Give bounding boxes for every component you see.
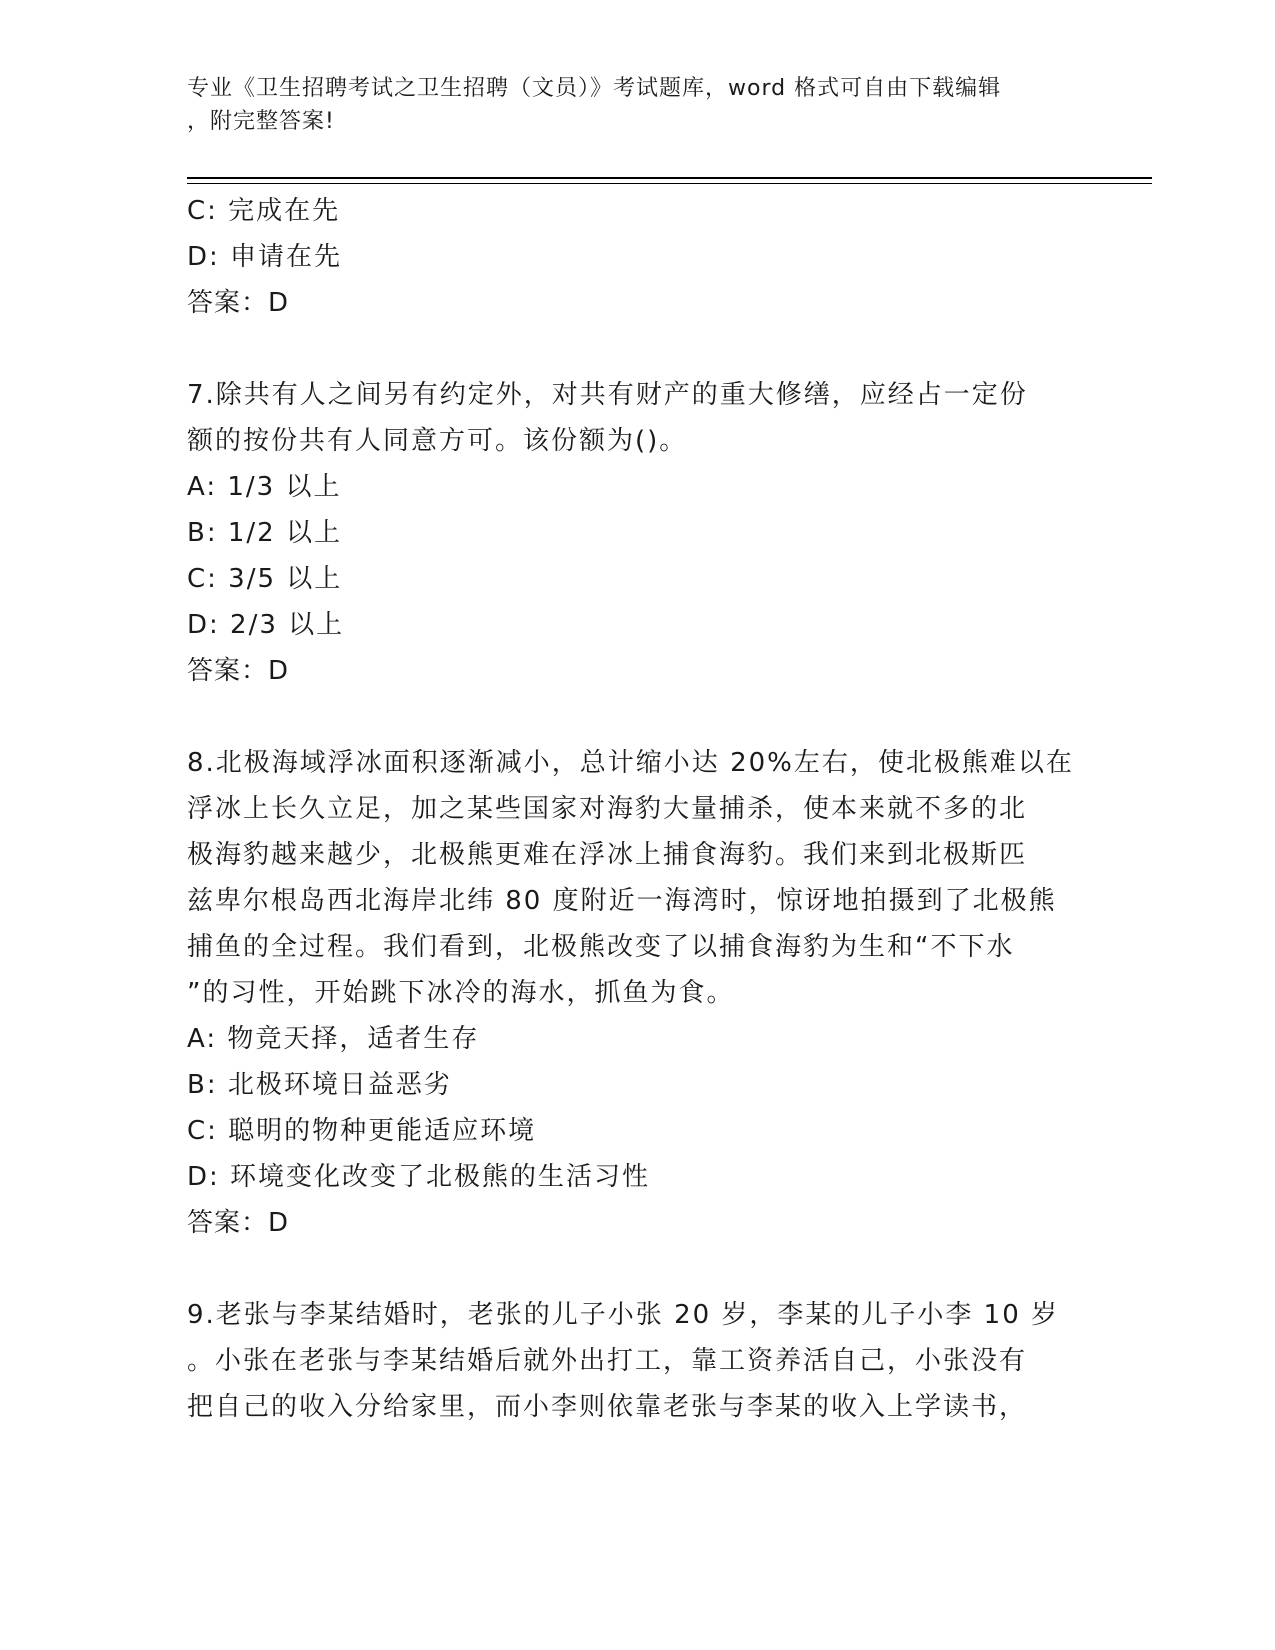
question-stem-line: 额的按份共有人同意方可。该份额为()。 bbox=[187, 426, 688, 456]
answer-line: 答案：D bbox=[187, 656, 290, 686]
header-divider-thick bbox=[187, 177, 1152, 179]
header-title-line-1: 专业《卫生招聘考试之卫生招聘（文员）》考试题库，word 格式可自由下载编辑 bbox=[187, 76, 1002, 101]
header-title-line-2: ，附完整答案! bbox=[187, 109, 335, 134]
question-stem-line: 浮冰上长久立足，加之某些国家对海豹大量捕杀，使本来就不多的北 bbox=[187, 794, 1028, 824]
spacer bbox=[187, 694, 1087, 740]
question-7 bbox=[187, 372, 1087, 694]
question-stem-line: 7.除共有人之间另有约定外，对共有财产的重大修缮，应经占一定份 bbox=[187, 380, 1028, 410]
header-divider-thin bbox=[187, 183, 1152, 184]
question-9 bbox=[187, 1292, 1087, 1430]
question-content bbox=[187, 188, 1087, 1430]
option-a: A: 物竞天择，适者生存 bbox=[187, 1024, 480, 1054]
question-stem-line: 9.老张与李某结婚时，老张的儿子小张 20 岁，李某的儿子小李 10 岁 bbox=[187, 1300, 1060, 1330]
question-stem-line: 捕鱼的全过程。我们看到，北极熊改变了以捕食海豹为生和“不下水 bbox=[187, 932, 1015, 962]
question-stem-line: 8.北极海域浮冰面积逐渐减小，总计缩小达 20%左右，使北极熊难以在 bbox=[187, 748, 1074, 778]
option-d: D: 环境变化改变了北极熊的生活习性 bbox=[187, 1162, 651, 1192]
answer-line: 答案：D bbox=[187, 1208, 290, 1238]
question-stem-line: 兹卑尔根岛西北海岸北纬 80 度附近一海湾时，惊讶地拍摄到了北极熊 bbox=[187, 886, 1057, 916]
option-c: C: 3/5 以上 bbox=[187, 564, 343, 594]
question-stem-line: 。小张在老张与李某结婚后就外出打工，靠工资养活自己，小张没有 bbox=[187, 1346, 1028, 1376]
option-a: A: 1/3 以上 bbox=[187, 472, 342, 502]
question-stem-line: 极海豹越来越少，北极熊更难在浮冰上捕食海豹。我们来到北极斯匹 bbox=[187, 840, 1028, 870]
question-stem-line: ”的习性，开始跳下冰冷的海水，抓鱼为食。 bbox=[187, 978, 735, 1008]
option-c: C: 聪明的物种更能适应环境 bbox=[187, 1116, 537, 1146]
question-6-tail bbox=[187, 188, 1087, 326]
spacer bbox=[187, 1246, 1087, 1292]
option-d: D: 2/3 以上 bbox=[187, 610, 345, 640]
question-8 bbox=[187, 740, 1087, 1246]
question-stem-line: 把自己的收入分给家里，而小李则依靠老张与李某的收入上学读书， bbox=[187, 1392, 1028, 1422]
option-b: B: 北极环境日益恶劣 bbox=[187, 1070, 452, 1100]
answer-line: 答案：D bbox=[187, 288, 290, 318]
document-header bbox=[187, 72, 1067, 138]
option-b: B: 1/2 以上 bbox=[187, 518, 342, 548]
spacer bbox=[187, 326, 1087, 372]
option-c: C: 完成在先 bbox=[187, 196, 341, 226]
option-d: D: 申请在先 bbox=[187, 242, 343, 272]
